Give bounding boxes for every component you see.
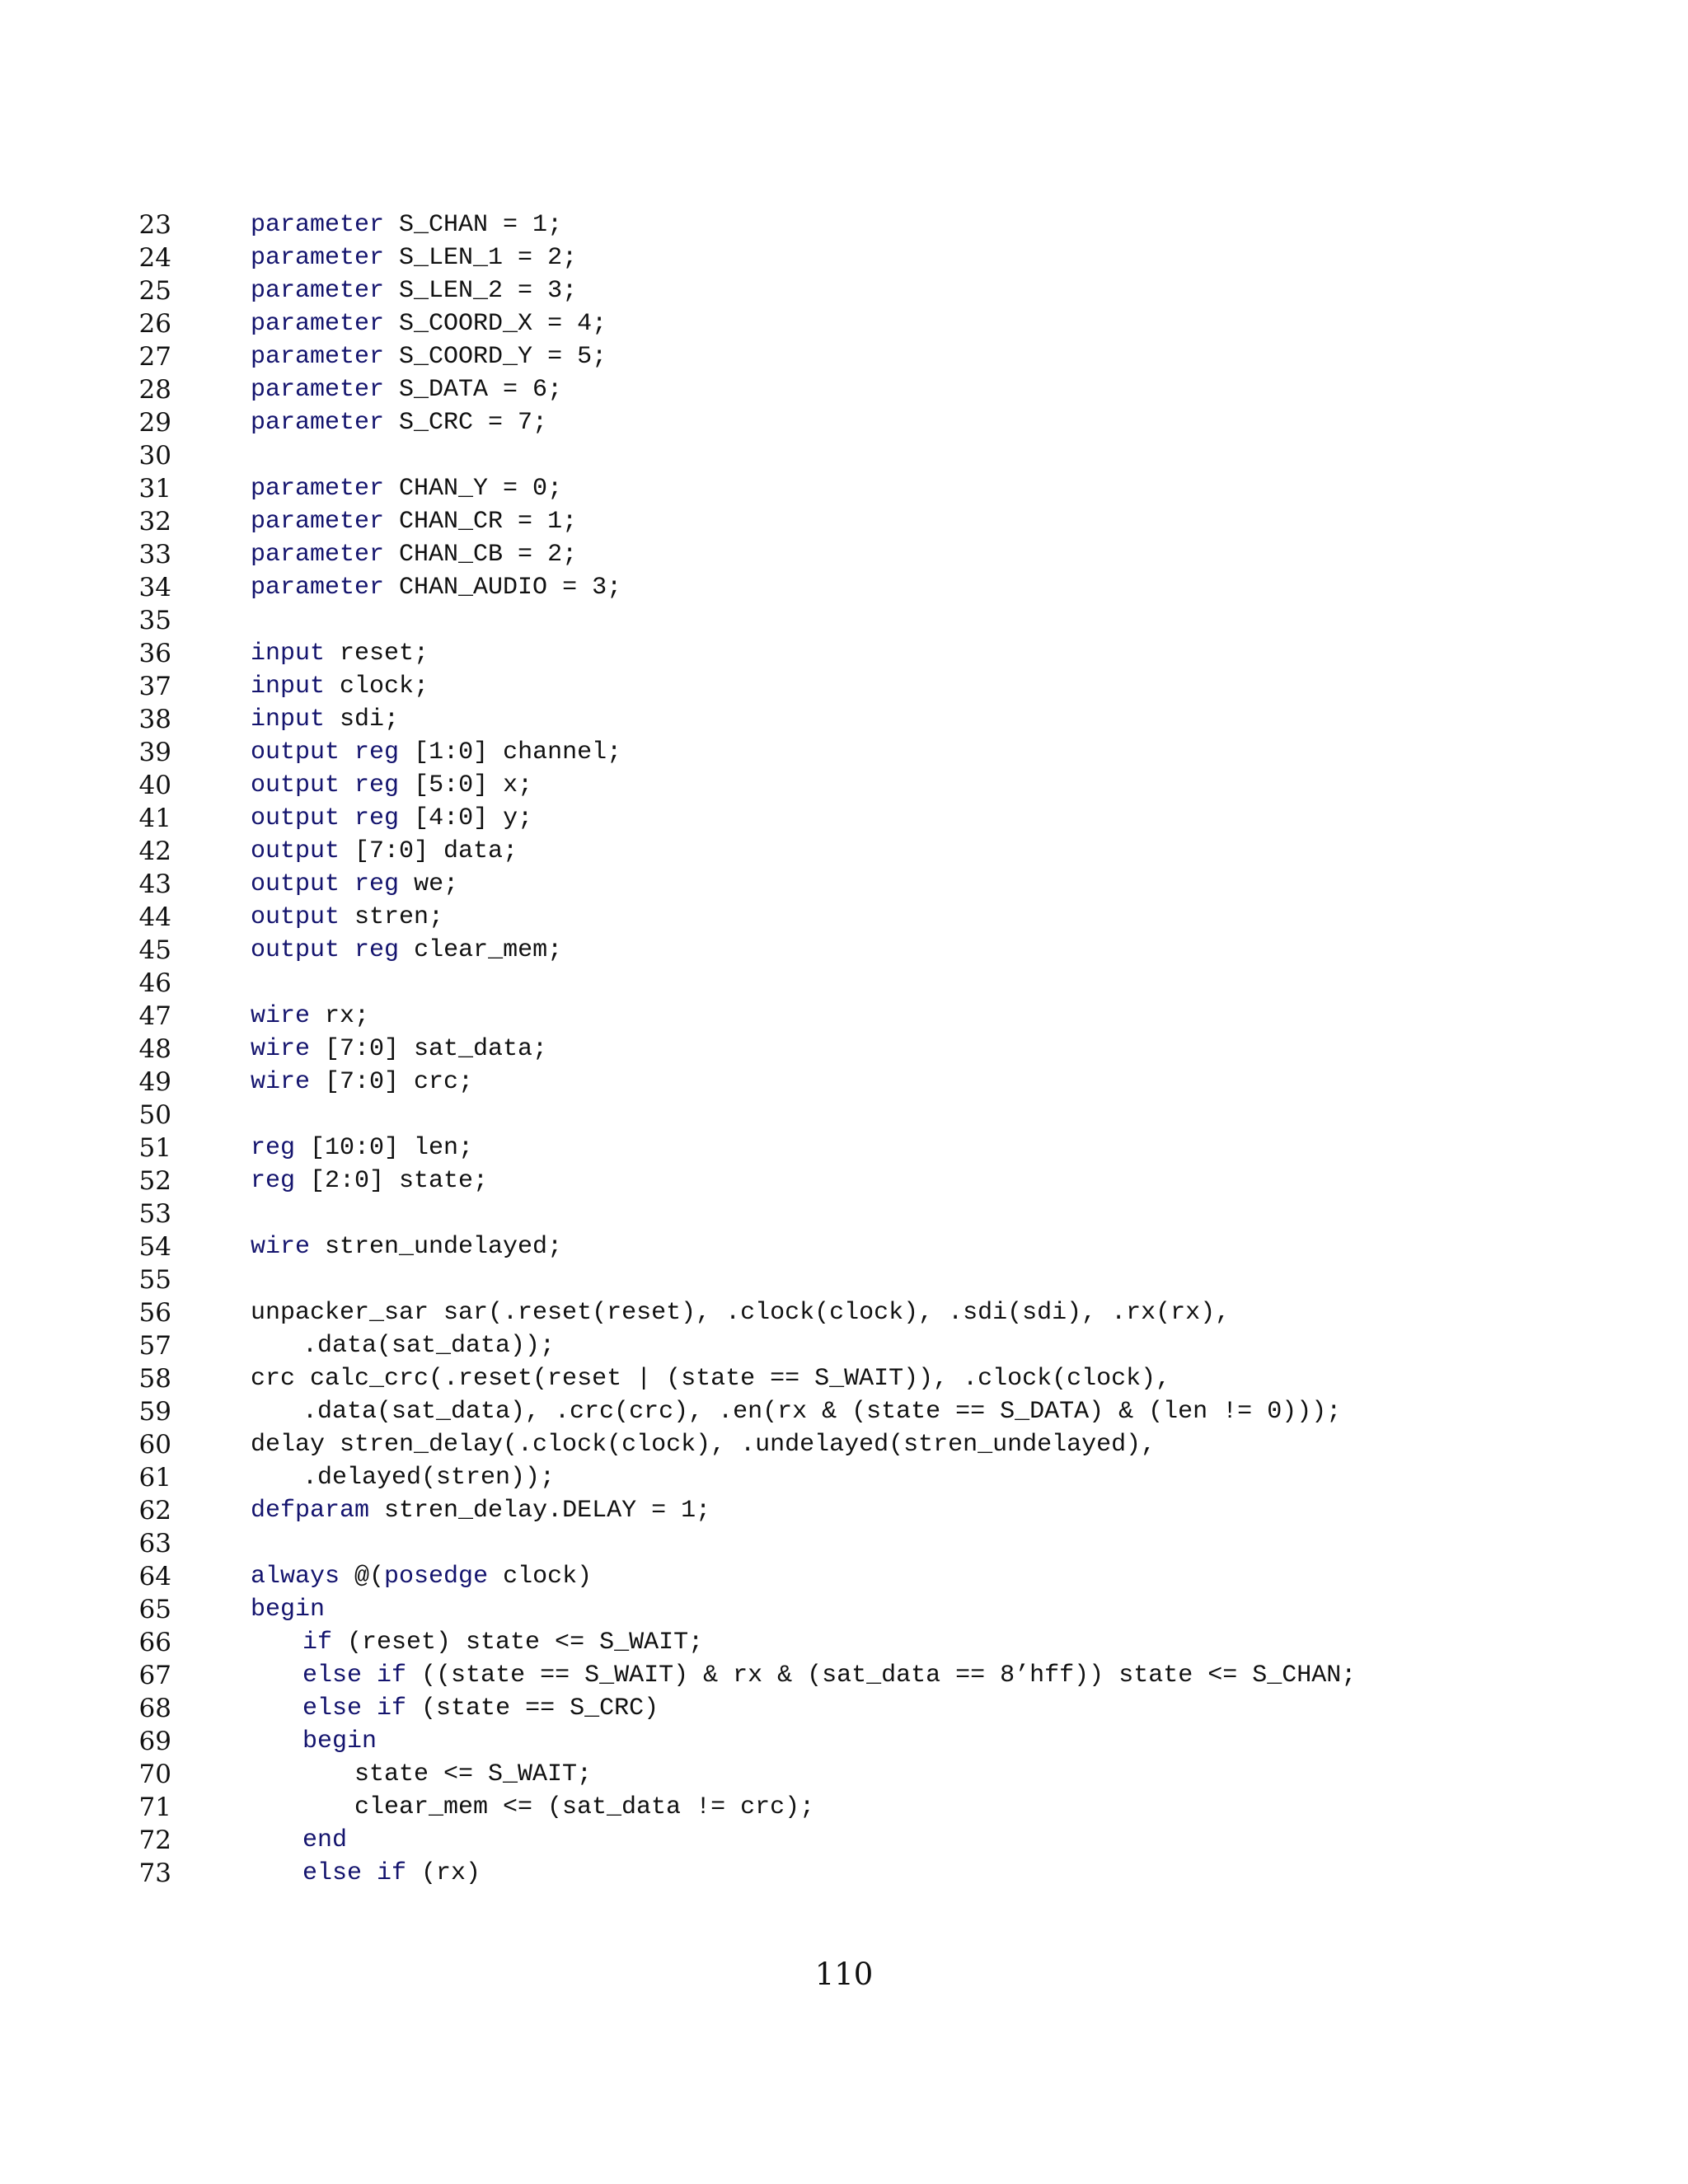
code-text <box>251 209 562 241</box>
code-line <box>0 340 1688 373</box>
code-line <box>0 835 1688 868</box>
code-line <box>0 967 1688 1000</box>
code-line <box>0 1066 1688 1099</box>
code-text <box>251 1428 1156 1461</box>
code-line <box>0 1659 1688 1692</box>
code-line <box>0 241 1688 274</box>
line-number: 67 <box>138 1661 171 1690</box>
keyword-token: wire <box>251 1068 311 1096</box>
code-text <box>251 472 562 505</box>
code-text <box>354 1791 814 1824</box>
code-text <box>251 340 607 373</box>
code-token <box>340 804 354 832</box>
line-number: 51 <box>138 1133 171 1163</box>
keyword-token: else <box>302 1859 363 1887</box>
code-line <box>0 703 1688 736</box>
code-text <box>251 637 429 670</box>
keyword-token: input <box>251 640 326 668</box>
line-number: 29 <box>138 408 171 438</box>
code-line <box>0 505 1688 538</box>
code-line <box>0 1197 1688 1230</box>
code-line <box>0 802 1688 835</box>
code-line <box>0 637 1688 670</box>
code-token: (rx) <box>406 1859 481 1887</box>
code-line <box>0 571 1688 604</box>
line-number: 71 <box>138 1793 171 1822</box>
line-number: 40 <box>138 771 171 800</box>
keyword-token: if <box>377 1859 407 1887</box>
code-token: clear_mem; <box>399 936 563 964</box>
line-number: 62 <box>138 1496 171 1526</box>
code-line <box>0 1132 1688 1165</box>
code-text <box>251 373 562 406</box>
keyword-token: input <box>251 705 326 733</box>
code-line <box>0 209 1688 241</box>
code-token: .delayed(stren)); <box>302 1464 556 1492</box>
keyword-token: begin <box>302 1727 377 1755</box>
keyword-token: reg <box>251 1167 296 1195</box>
code-line <box>0 604 1688 637</box>
line-number: 60 <box>138 1430 171 1460</box>
code-text <box>251 868 458 901</box>
code-token <box>362 1859 377 1887</box>
keyword-token: begin <box>251 1596 326 1624</box>
code-text <box>251 703 399 736</box>
line-number: 35 <box>138 606 171 635</box>
line-number: 26 <box>138 309 171 339</box>
line-number: 34 <box>138 573 171 602</box>
code-token: [5:0] x; <box>399 771 533 799</box>
line-number: 61 <box>138 1463 171 1493</box>
line-number: 54 <box>138 1232 171 1262</box>
keyword-token: parameter <box>251 541 385 569</box>
code-text <box>251 406 547 439</box>
code-text <box>251 1165 488 1197</box>
code-token: (reset) state <= S_WAIT; <box>332 1629 704 1657</box>
line-number: 65 <box>138 1595 171 1624</box>
code-token: state <= S_WAIT; <box>354 1760 593 1788</box>
keyword-token: else <box>302 1661 363 1690</box>
code-line <box>0 1296 1688 1329</box>
code-token <box>340 870 354 898</box>
code-line <box>0 736 1688 769</box>
code-line <box>0 307 1688 340</box>
line-number: 46 <box>138 968 171 998</box>
code-token: ((state == S_WAIT) & rx & (sat_data == 8’hff)) state <= S_CHAN; <box>406 1661 1357 1690</box>
keyword-token: parameter <box>251 574 385 602</box>
code-token: stren_undelayed; <box>310 1233 563 1261</box>
code-line <box>0 1494 1688 1527</box>
code-token: sdi; <box>325 705 400 733</box>
keyword-token: posedge <box>384 1563 489 1591</box>
line-number: 68 <box>138 1694 171 1723</box>
code-line <box>0 1692 1688 1725</box>
line-number: 55 <box>138 1265 171 1295</box>
code-text <box>302 1857 481 1890</box>
code-token: rx; <box>310 1002 370 1030</box>
code-text <box>251 1362 1170 1395</box>
code-text <box>251 769 532 802</box>
line-number: 69 <box>138 1727 171 1756</box>
keyword-token: reg <box>354 771 400 799</box>
code-line <box>0 1362 1688 1395</box>
line-number: 73 <box>138 1858 171 1888</box>
code-line <box>0 538 1688 571</box>
code-token: [10:0] len; <box>295 1134 474 1162</box>
keyword-token: output <box>251 870 340 898</box>
code-text <box>251 571 621 604</box>
code-line <box>0 1165 1688 1197</box>
code-line <box>0 1033 1688 1066</box>
code-text <box>302 1824 347 1857</box>
code-line <box>0 439 1688 472</box>
keyword-token: reg <box>354 738 400 766</box>
code-token: clock) <box>488 1563 593 1591</box>
line-number: 27 <box>138 342 171 372</box>
code-line <box>0 373 1688 406</box>
code-text <box>251 1066 473 1099</box>
keyword-token: end <box>302 1826 348 1854</box>
code-token: .data(sat_data)); <box>302 1332 556 1360</box>
code-line <box>0 1395 1688 1428</box>
code-token <box>340 738 354 766</box>
line-number: 63 <box>138 1529 171 1558</box>
line-number: 70 <box>138 1760 171 1789</box>
code-line <box>0 1824 1688 1857</box>
code-token: reset; <box>325 640 429 668</box>
keyword-token: if <box>377 1661 407 1690</box>
code-token: S_CRC = 7; <box>384 409 548 437</box>
code-token: (state == S_CRC) <box>406 1694 659 1722</box>
keyword-token: parameter <box>251 310 385 338</box>
line-number: 25 <box>138 276 171 306</box>
code-text <box>302 1461 555 1494</box>
code-text <box>251 802 532 835</box>
keyword-token: if <box>377 1694 407 1722</box>
code-text <box>354 1758 592 1791</box>
code-token: [7:0] crc; <box>310 1068 474 1096</box>
code-text <box>302 1659 1356 1692</box>
code-text <box>302 1395 1341 1428</box>
code-line <box>0 901 1688 934</box>
code-text <box>251 1593 325 1626</box>
code-text <box>251 1000 369 1033</box>
code-text <box>251 274 577 307</box>
line-number: 59 <box>138 1397 171 1427</box>
code-line <box>0 1329 1688 1362</box>
keyword-token: if <box>302 1629 333 1657</box>
code-token: delay stren_delay(.clock(clock), .undelayed(stren_undelayed), <box>251 1431 1156 1459</box>
code-token: S_COORD_Y = 5; <box>384 343 607 371</box>
line-number: 44 <box>138 902 171 932</box>
code-token: stren; <box>340 903 444 931</box>
code-text <box>251 835 518 868</box>
code-token: @( <box>340 1563 385 1591</box>
code-token: unpacker_sar sar(.reset(reset), .clock(clock), .sdi(sdi), .rx(rx), <box>251 1299 1231 1327</box>
line-number: 41 <box>138 804 171 833</box>
keyword-token: parameter <box>251 409 385 437</box>
keyword-token: parameter <box>251 475 385 503</box>
code-text <box>251 505 577 538</box>
code-line <box>0 472 1688 505</box>
code-line <box>0 1263 1688 1296</box>
keyword-token: output <box>251 837 340 865</box>
keyword-token: defparam <box>251 1497 370 1525</box>
line-number: 72 <box>138 1825 171 1855</box>
code-line <box>0 1725 1688 1758</box>
code-token: S_CHAN = 1; <box>384 211 563 239</box>
line-number: 43 <box>138 869 171 899</box>
code-line <box>0 1758 1688 1791</box>
code-token <box>340 771 354 799</box>
code-line <box>0 1099 1688 1132</box>
keyword-token: parameter <box>251 343 385 371</box>
line-number: 53 <box>138 1199 171 1229</box>
code-token: S_LEN_2 = 3; <box>384 277 578 305</box>
keyword-token: else <box>302 1694 363 1722</box>
code-token: CHAN_AUDIO = 3; <box>384 574 622 602</box>
keyword-token: reg <box>354 804 400 832</box>
keyword-token: parameter <box>251 244 385 272</box>
code-text <box>251 241 577 274</box>
code-line <box>0 274 1688 307</box>
code-line <box>0 670 1688 703</box>
keyword-token: output <box>251 738 340 766</box>
code-text <box>251 1132 473 1165</box>
keyword-token: reg <box>354 870 400 898</box>
code-token: [7:0] sat_data; <box>310 1035 548 1063</box>
keyword-token: reg <box>354 936 400 964</box>
code-token: S_DATA = 6; <box>384 376 563 404</box>
keyword-token: reg <box>251 1134 296 1162</box>
code-line <box>0 1000 1688 1033</box>
keyword-token: parameter <box>251 508 385 536</box>
code-token: CHAN_CB = 2; <box>384 541 578 569</box>
code-token: .data(sat_data), .crc(crc), .en(rx & (state == S_DATA) & (len != 0))); <box>302 1398 1342 1426</box>
code-line <box>0 1527 1688 1560</box>
code-line <box>0 1428 1688 1461</box>
code-token: [2:0] state; <box>295 1167 489 1195</box>
keyword-token: wire <box>251 1035 311 1063</box>
line-number: 52 <box>138 1166 171 1196</box>
keyword-token: parameter <box>251 376 385 404</box>
code-line <box>0 1560 1688 1593</box>
line-number: 24 <box>138 243 171 273</box>
keyword-token: output <box>251 771 340 799</box>
line-number: 45 <box>138 935 171 965</box>
code-line <box>0 1461 1688 1494</box>
line-number: 31 <box>138 474 171 504</box>
code-token <box>340 936 354 964</box>
code-text <box>251 736 621 769</box>
code-line <box>0 1791 1688 1824</box>
code-token: CHAN_Y = 0; <box>384 475 563 503</box>
keyword-token: wire <box>251 1002 311 1030</box>
code-token: S_COORD_X = 4; <box>384 310 607 338</box>
line-number: 56 <box>138 1298 171 1328</box>
code-token <box>362 1661 377 1690</box>
code-line <box>0 1626 1688 1659</box>
code-line <box>0 1230 1688 1263</box>
line-number: 36 <box>138 639 171 668</box>
line-number: 33 <box>138 540 171 569</box>
code-line <box>0 769 1688 802</box>
code-token: clear_mem <= (sat_data != crc); <box>354 1793 815 1821</box>
code-text <box>251 538 577 571</box>
code-text <box>302 1692 659 1725</box>
code-token: we; <box>399 870 459 898</box>
code-text <box>251 934 562 967</box>
code-token: CHAN_CR = 1; <box>384 508 578 536</box>
code-line <box>0 1593 1688 1626</box>
line-number: 50 <box>138 1100 171 1130</box>
code-text <box>251 1560 592 1593</box>
code-token: [1:0] channel; <box>399 738 622 766</box>
code-text <box>251 901 443 934</box>
keyword-token: parameter <box>251 277 385 305</box>
code-text <box>302 1626 703 1659</box>
code-line <box>0 934 1688 967</box>
code-token: [7:0] data; <box>340 837 518 865</box>
keyword-token: always <box>251 1563 340 1591</box>
line-number: 57 <box>138 1331 171 1361</box>
code-text <box>251 1296 1230 1329</box>
code-text <box>251 1494 710 1527</box>
line-number: 32 <box>138 507 171 537</box>
code-token <box>362 1694 377 1722</box>
line-number: 49 <box>138 1067 171 1097</box>
keyword-token: parameter <box>251 211 385 239</box>
keyword-token: output <box>251 804 340 832</box>
keyword-token: output <box>251 903 340 931</box>
keyword-token: output <box>251 936 340 964</box>
line-number: 23 <box>138 210 171 240</box>
code-text <box>302 1329 555 1362</box>
code-text <box>251 1230 562 1263</box>
code-token: stren_delay.DELAY = 1; <box>369 1497 711 1525</box>
line-number: 58 <box>138 1364 171 1394</box>
line-number: 48 <box>138 1034 171 1064</box>
line-number: 39 <box>138 738 171 767</box>
line-number: 30 <box>138 441 171 471</box>
code-token: clock; <box>325 673 429 701</box>
line-number: 66 <box>138 1628 171 1657</box>
code-text <box>251 1033 547 1066</box>
line-number: 42 <box>138 837 171 866</box>
line-number: 37 <box>138 672 171 701</box>
code-text <box>251 307 607 340</box>
code-token: [4:0] y; <box>399 804 533 832</box>
page-number: 110 <box>814 1957 874 1992</box>
code-line <box>0 1857 1688 1890</box>
line-number: 47 <box>138 1001 171 1031</box>
code-line <box>0 868 1688 901</box>
line-number: 28 <box>138 375 171 405</box>
keyword-token: wire <box>251 1233 311 1261</box>
line-number: 64 <box>138 1562 171 1591</box>
line-number: 38 <box>138 705 171 734</box>
code-listing <box>0 209 1688 1890</box>
code-text <box>251 670 429 703</box>
keyword-token: input <box>251 673 326 701</box>
code-line <box>0 406 1688 439</box>
code-text <box>302 1725 377 1758</box>
code-token: crc calc_crc(.reset(reset | (state == S_WAIT)), .clock(clock), <box>251 1365 1171 1393</box>
code-token: S_LEN_1 = 2; <box>384 244 578 272</box>
